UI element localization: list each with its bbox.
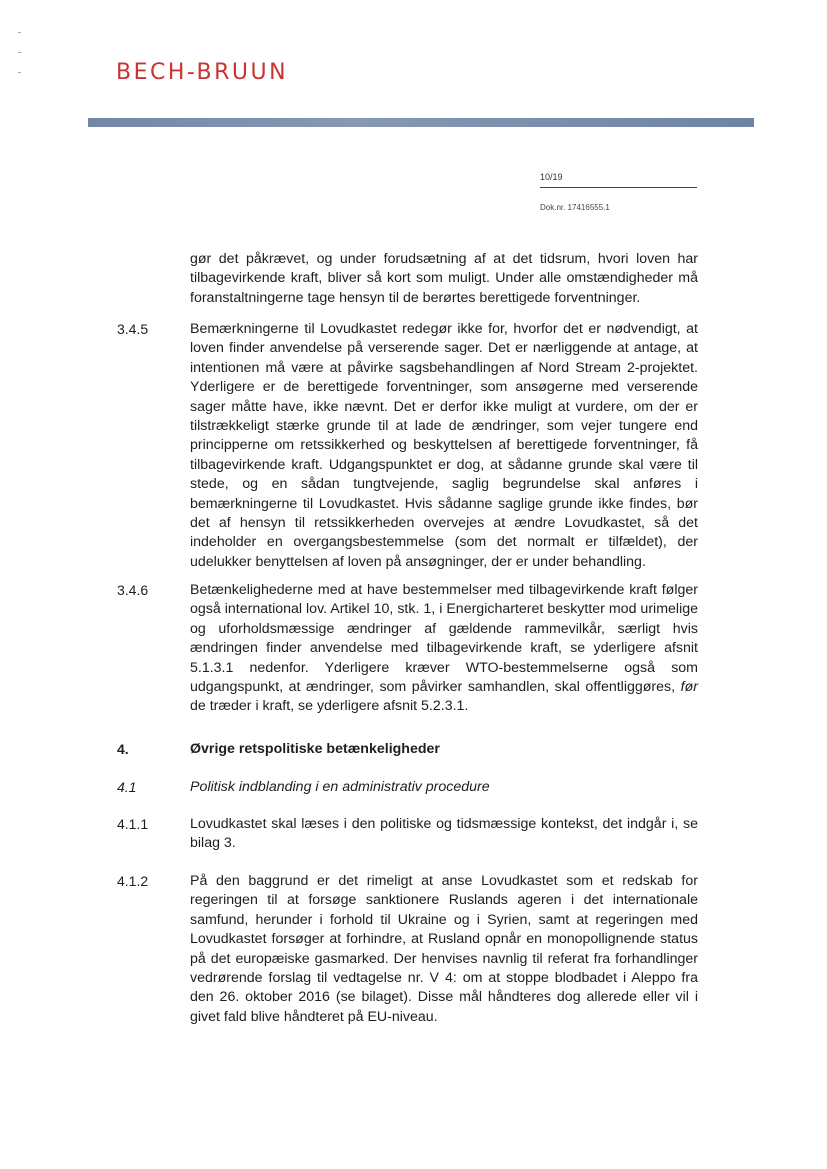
section-number-3-4-5: 3.4.5 [117,321,149,337]
document-number: Dok.nr. 17416555.1 [540,203,610,212]
section-text-3-4-6-part2: de træder i kraft, se yderligere afsnit 5.2.3.1. [190,698,469,715]
company-logo: BECH-BRUUN [116,60,289,85]
section-number-4-1-2: 4.1.2 [117,873,149,889]
section-text-4-1-2: På den baggrund er det rimeligt at anse Lovudkastet som et redskab for regeringen til at forsøge sanktionere Ruslands ageren i det internationale samfund, herunder i forhold til Ukraine og i Syrien, samt at regeringen med Lovudkastet forsøger at forhindre, at Rusland opnår en monopollignende status på det europæiske gasmarked. Der henvises navnlig til referat fra forhandlinger vedrørende forslag til vedtagelse nr. V 4: om at stoppe blodbadet i Aleppo fra den 26. oktober 2016 (se bilaget). Disse mål håndteres dog allerede eller vil i givet fald blive håndteret på EU-niveau. [190,873,698,1025]
section-text-3-4-6 [190,581,698,717]
section-number-3-4-6: 3.4.6 [117,582,149,598]
section-heading-4-1: Politisk indblanding i en administrativ procedure [190,779,490,795]
section-number-4-1: 4.1 [117,779,137,795]
header-band [88,118,754,127]
section-number-4: 4. [117,741,129,757]
section-number-4-1-1: 4.1.1 [117,816,149,832]
section-heading-4: Øvrige retspolitiske betænkeligheder [190,741,440,757]
intro-paragraph: gør det påkrævet, og under forudsætning af at det tidsrum, hvori loven har tilbagevirkende kraft, bliver så kort som muligt. Under alle omstændigheder må foranstaltningerne tage hensyn til de berørtes berettigede forventninger. [190,251,698,306]
section-text-3-4-6-emphasis: før [680,679,698,696]
section-text-3-4-6-part1: Betænkelighederne med at have bestemmelser med tilbagevirkende kraft følger også international lov. Artikel 10, stk. 1, i Energicharteret beskytter mod urimelige og uforholdsmæssige ændringer af gældende rammevilkår, særligt hvis ændringen finder anvendelse med tilbagevirkende kraft, se yderligere afsnit 5.1.3.1 nedenfor. Yderligere kræver WTO-bestemmelserne også som udgangspunkt, at ændringer, som påvirker samhandlen, skal offentliggøres, [190,582,698,696]
page-number: 10/19 [540,172,563,182]
header-rule [540,187,697,188]
section-text-4-1-1: Lovudkastet skal læses i den politiske og tidsmæssige kontekst, det indgår i, se bilag 3. [190,816,698,852]
section-text-3-4-5: Bemærkningerne til Lovudkastet redegør ikke for, hvorfor det er nødvendigt, at loven finder anvendelse på verserende sager. Det er nærliggende at antage, at intentionen må være at påvirke sagsbehandlingen af Nord Stream 2-projektet. Yderligere er de berettigede forventninger, som ansøgerne med verserende sager måtte have, ikke nævnt. Det er derfor ikke muligt at vurdere, om der er tilstrækkeligt stærke grunde til at lade de ændringer, som vejer tungere end principperne om retssikkerhed og beskyttelsen af berettigede forventninger, få tilbagevirkende kraft. Udgangspunktet er dog, at sådanne grunde skal være til stede, og en sådan tungtvejende, saglig begrundelse skal anføres i bemærkningerne til Lovudkastet. Hvis sådanne saglige grunde ikke findes, bør det af hensyn til retssikkerheden overvejes at ændre Lovudkastet, så det indeholder en overgangsbestemmelse (som det normalt er tilfældet), der udelukker benyttelsen af loven på ansøgninger, der er under behandling. [190,321,698,570]
